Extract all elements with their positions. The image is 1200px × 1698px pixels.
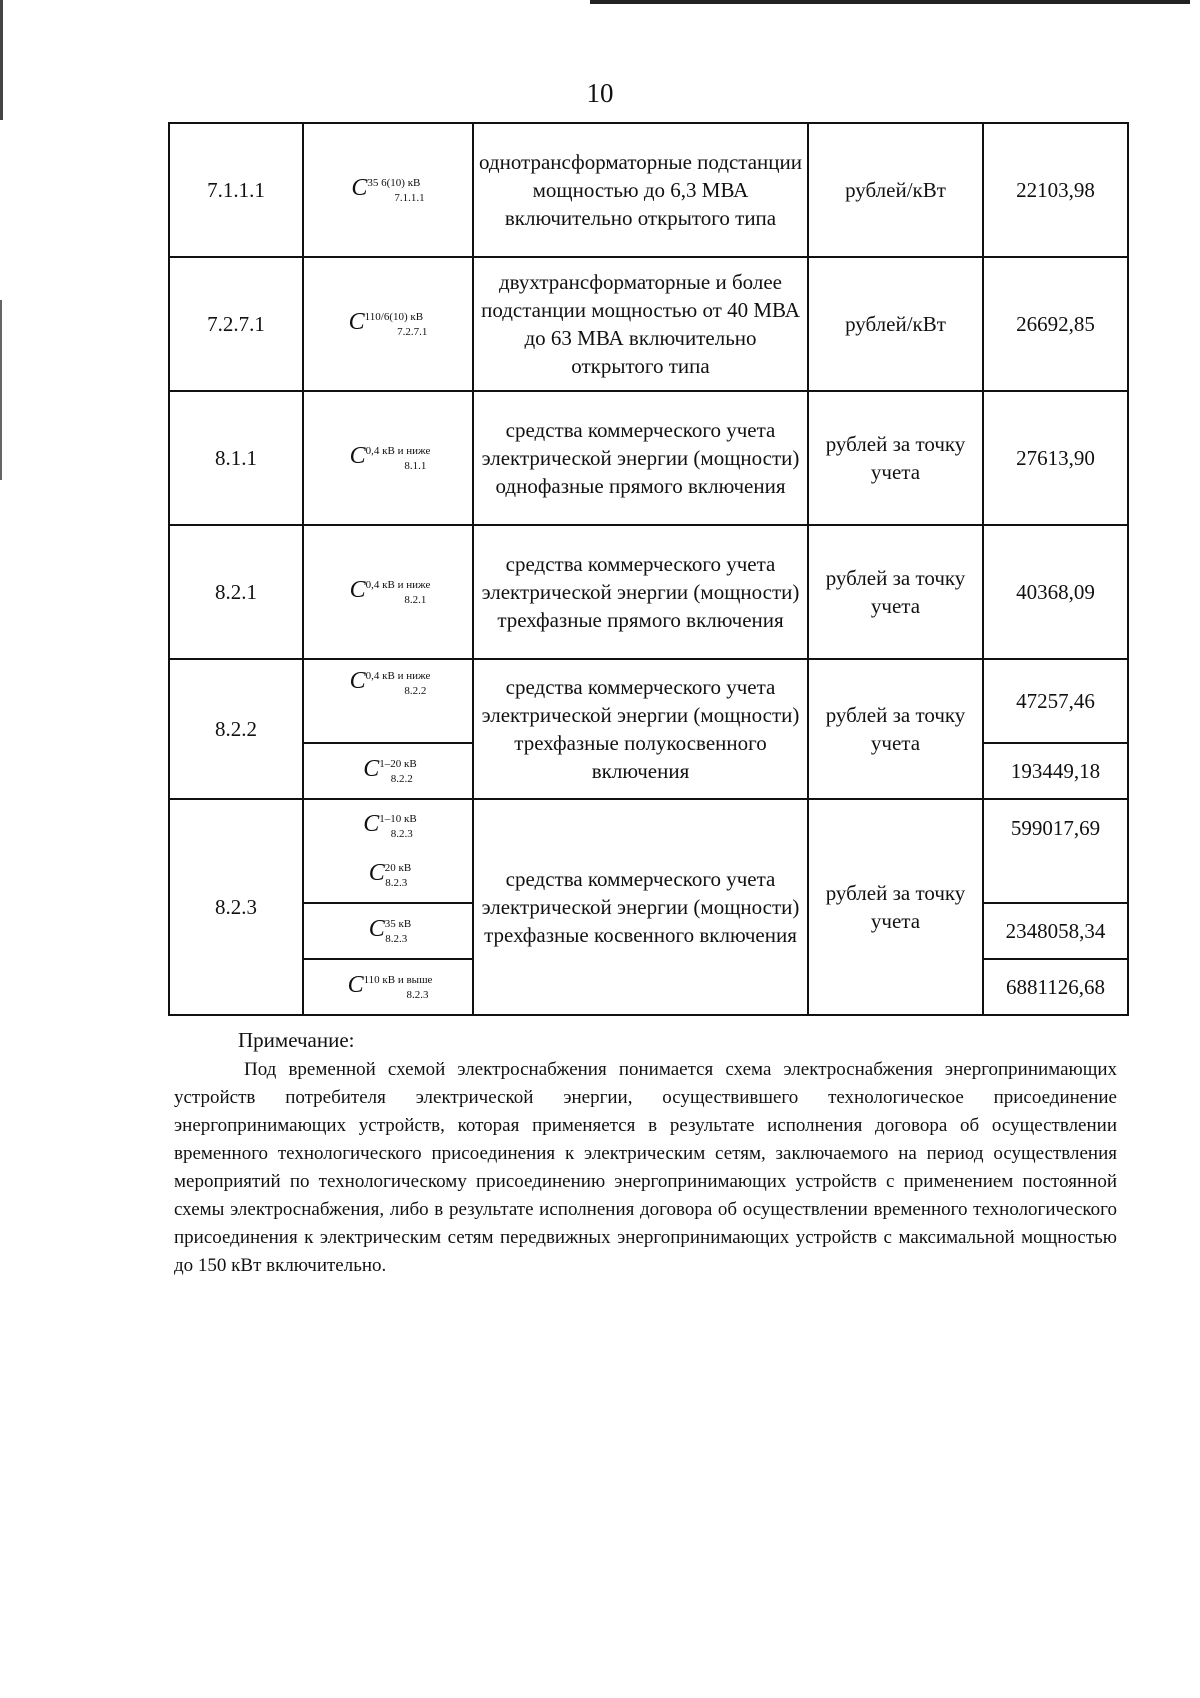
rate-symbol: $C^{110/6(10) кВ}_{7.2.7.1}$	[303, 257, 473, 391]
row-unit: рублей за точку учета	[808, 659, 983, 799]
table-row	[169, 257, 1128, 391]
row-description: средства коммерческого учета электрической энергии (мощности) трехфазные полукосвенного включения	[473, 659, 808, 799]
scan-edge-mark	[0, 300, 2, 480]
row-code: 8.2.1	[169, 525, 303, 659]
rate-symbol: $C^{0,4 кВ и ниже}_{8.2.1}$	[303, 525, 473, 659]
row-value: 6881126,68	[983, 959, 1128, 1015]
row-description: средства коммерческого учета электрической энергии (мощности) трехфазные косвенного включения	[473, 799, 808, 1015]
row-unit: рублей за точку учета	[808, 391, 983, 525]
row-value: 193449,18	[983, 743, 1128, 799]
row-unit: рублей за точку учета	[808, 799, 983, 1015]
page-number: 10	[586, 78, 614, 108]
row-unit: рублей/кВт	[808, 257, 983, 391]
rate-symbol: $C^{35 6(10) кВ}_{7.1.1.1}$	[303, 123, 473, 257]
row-description: двухтрансформаторные и более подстанции мощностью от 40 МВА до 63 МВА включительно открытого типа	[473, 257, 808, 391]
row-code: 8.2.2	[169, 659, 303, 799]
rate-symbol: $C^{1-10 кВ}_{8.2.3}$ $C^{20 кВ}_{8.2.3}$	[303, 799, 473, 903]
row-unit: рублей за точку учета	[808, 525, 983, 659]
rate-symbol: $C^{0,4 кВ и ниже}_{8.1.1}$	[303, 391, 473, 525]
table-row	[169, 525, 1128, 659]
rate-symbol: $C^{0,4 кВ и ниже}_{8.2.2}$	[303, 659, 473, 743]
tariff-table	[168, 122, 1129, 1016]
row-value: 599017,69	[983, 799, 1128, 903]
scan-border-line	[590, 0, 1190, 4]
row-value: 22103,98	[983, 123, 1128, 257]
row-code: 7.2.7.1	[169, 257, 303, 391]
rate-symbol: $C^{1-20 кВ}_{8.2.2}$	[303, 743, 473, 799]
note-title: Примечание:	[238, 1028, 355, 1052]
row-value: 26692,85	[983, 257, 1128, 391]
row-value: 47257,46	[983, 659, 1128, 743]
row-code: 7.1.1.1	[169, 123, 303, 257]
rate-symbol: $C^{35 кВ}_{8.2.3}$	[303, 903, 473, 959]
table-row	[169, 799, 1128, 903]
table-row	[169, 123, 1128, 257]
table-row	[169, 391, 1128, 525]
row-code: 8.2.3	[169, 799, 303, 1015]
row-value: 27613,90	[983, 391, 1128, 525]
row-code: 8.1.1	[169, 391, 303, 525]
row-description: средства коммерческого учета электрической энергии (мощности) однофазные прямого включения	[473, 391, 808, 525]
row-value: 40368,09	[983, 525, 1128, 659]
table-row	[169, 659, 1128, 743]
row-value: 2348058,34	[983, 903, 1128, 959]
row-unit: рублей/кВт	[808, 123, 983, 257]
note-text: Под временной схемой электроснабжения понимается схема электроснабжения энергопринимающих устройств потребителя электрической энергии, осуществившего технологическое присоединение энергопринимающих устройств, которая применяется в результате исполнения договора об осуществлении временного технологического присоединения к электрическим сетям, заключаемого на период осуществления мероприятий по технологическому присоединению энергопринимающих устройств с применением постоянной схемы электроснабжения, либо в результате исполнения договора об осуществлении временного технологического присоединения к электрическим сетям передвижных энергопринимающих устройств с максимальной мощностью до 150 кВт включительно.	[174, 1059, 1117, 1276]
row-description: однотрансформаторные подстанции мощностью до 6,3 МВА включительно открытого типа	[473, 123, 808, 257]
row-description: средства коммерческого учета электрической энергии (мощности) трехфазные прямого включения	[473, 525, 808, 659]
rate-symbol: $C^{110 кВ и выше}_{8.2.3}$	[303, 959, 473, 1015]
